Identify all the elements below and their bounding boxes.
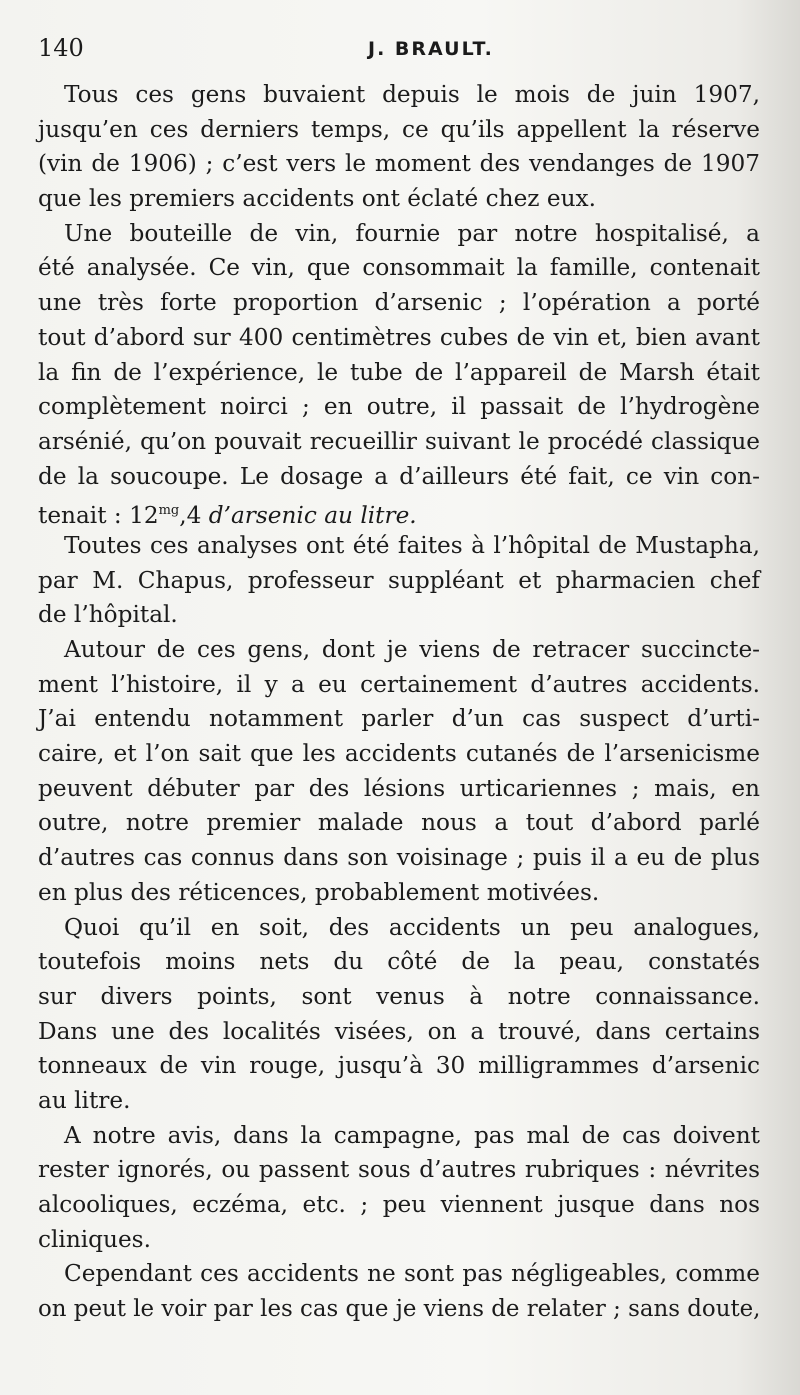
text-line xyxy=(38,841,760,876)
text-line xyxy=(38,286,760,321)
line-text: arsénié, qu’on pouvait recueillir suivant le procédé classique xyxy=(38,427,760,455)
line-text: Cependant ces accidents ne sont pas négligeables, comme xyxy=(64,1260,760,1288)
line-text: cliniques. xyxy=(38,1225,151,1253)
running-head: J. BRAULT. xyxy=(368,38,494,60)
text-line xyxy=(38,945,760,980)
text-line xyxy=(38,772,760,807)
text-line xyxy=(38,1223,760,1258)
text-line xyxy=(38,1119,760,1154)
line-text: on peut le voir par les cas que je viens de relater ; sans doute, xyxy=(38,1296,761,1323)
text-line xyxy=(38,1084,760,1119)
line-text: ment l’histoire, il y a eu certainement d’autres accidents. xyxy=(38,670,760,698)
line-text: par M. Chapus, professeur suppléant et pharmacien chef xyxy=(38,566,760,594)
line-text: alcooliques, eczéma, etc. ; peu viennent jusque dans nos xyxy=(38,1191,760,1218)
line-text: complètement noirci ; en outre, il passait de l’hydrogène xyxy=(38,393,760,421)
line-text: tonneaux de vin rouge, jusqu’à 30 milligrammes d’arsenic xyxy=(38,1052,760,1080)
line-text: sur divers points, sont venus à notre connaissance. xyxy=(38,982,760,1010)
text-line xyxy=(38,217,760,252)
body-text xyxy=(38,78,760,1327)
unit-superscript: mg xyxy=(158,503,180,519)
line-text: que les premiers accidents ont éclaté chez eux. xyxy=(38,185,596,213)
line-text: Toutes ces analyses ont été faites à l’hôpital de Mustapha, xyxy=(64,531,760,559)
page-header xyxy=(38,34,758,64)
text-line xyxy=(38,1153,760,1188)
line-text: la fin de l’expérience, le tube de l’appareil de Marsh était xyxy=(38,358,760,386)
line-text: été analysée. Ce vin, que consommait la famille, contenait xyxy=(38,254,760,282)
line-text: A notre avis, dans la campagne, pas mal de cas doivent xyxy=(64,1121,760,1149)
text-line xyxy=(38,390,760,425)
line-text: caire, et l’on sait que les accidents cutanés de l’arsenicisme xyxy=(38,740,760,768)
text-line xyxy=(38,113,760,148)
page-number: 140 xyxy=(38,34,84,62)
line-text-continuation: ,4 xyxy=(179,502,209,530)
text-line xyxy=(38,1015,760,1050)
text-line xyxy=(38,182,760,217)
text-line xyxy=(38,980,760,1015)
line-text: en plus des réticences, probablement motivées. xyxy=(38,878,600,906)
text-line xyxy=(38,1257,760,1292)
text-line xyxy=(38,460,760,495)
text-line xyxy=(38,529,760,564)
text-line xyxy=(38,321,760,356)
text-line xyxy=(38,911,760,946)
line-text: toutefois moins nets du côté de la peau, constatés xyxy=(38,948,760,976)
text-line xyxy=(38,147,760,182)
text-line xyxy=(38,806,760,841)
line-text: au litre. xyxy=(38,1086,131,1114)
text-line xyxy=(38,356,760,391)
text-line xyxy=(38,78,760,113)
line-text: tout d’abord sur 400 centimètres cubes de vin et, bien avant xyxy=(38,323,760,351)
text-line xyxy=(38,702,760,737)
text-line xyxy=(38,494,760,529)
line-text: (vin de 1906) ; c’est vers le moment des vendanges de 1907 xyxy=(38,150,760,178)
text-line xyxy=(38,251,760,286)
text-line xyxy=(38,1292,760,1327)
text-line xyxy=(38,668,760,703)
text-line xyxy=(38,425,760,460)
italic-text: d’arsenic au litre. xyxy=(208,502,417,530)
line-text: d’autres cas connus dans son voisinage ; puis il a eu de plus xyxy=(38,844,760,872)
line-text: Une bouteille de vin, fournie par notre hospitalisé, a xyxy=(64,219,760,247)
text-line xyxy=(38,598,760,633)
line-text: de la soucoupe. Le dosage a d’ailleurs été fait, ce vin con- xyxy=(38,462,760,490)
line-text: outre, notre premier malade nous a tout d’abord parlé xyxy=(38,809,760,837)
text-line xyxy=(38,1188,760,1223)
line-text: rester ignorés, ou passent sous d’autres rubriques : névrites xyxy=(38,1156,760,1184)
line-text: de l’hôpital. xyxy=(38,601,178,629)
text-line xyxy=(38,633,760,668)
text-line xyxy=(38,1049,760,1084)
line-text: une très forte proportion d’arsenic ; l’opération a porté xyxy=(38,289,760,317)
line-text: peuvent débuter par des lésions urticariennes ; mais, en xyxy=(38,774,760,802)
line-text: Autour de ces gens, dont je viens de retracer succincte- xyxy=(64,636,760,663)
line-text: Dans une des localités visées, on a trouvé, dans certains xyxy=(38,1017,760,1045)
line-text: Quoi qu’il en soit, des accidents un peu analogues, xyxy=(64,913,760,941)
line-text: jusqu’en ces derniers temps, ce qu’ils appellent la réserve xyxy=(38,115,760,143)
text-line xyxy=(38,564,760,599)
line-text: Tous ces gens buvaient depuis le mois de juin 1907, xyxy=(64,81,760,108)
text-line xyxy=(38,737,760,772)
line-text: J’ai entendu notamment parler d’un cas suspect d’urti- xyxy=(38,705,760,733)
text-line xyxy=(38,876,760,911)
line-text: tenait : 12 xyxy=(38,502,159,530)
